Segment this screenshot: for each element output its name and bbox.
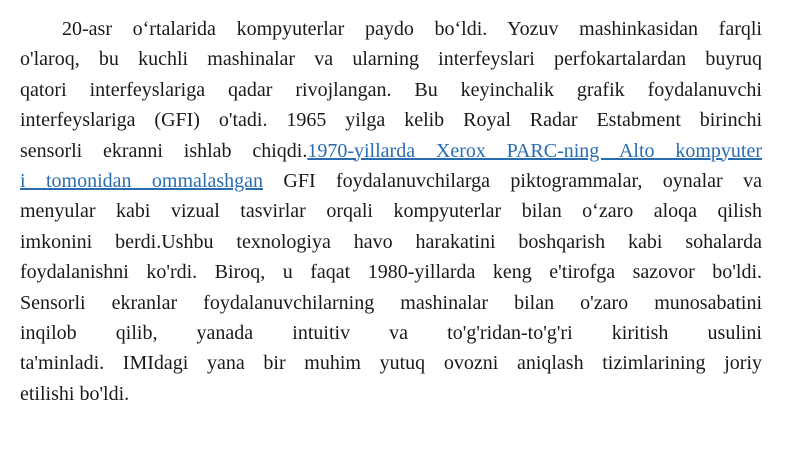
paragraph-line-last: etilishi bo'ldi. bbox=[20, 382, 130, 405]
reference-link-continuation[interactable]: i tomonidan ommalashgan bbox=[20, 169, 263, 192]
document-body bbox=[20, 14, 762, 409]
paragraph-text: sensorli ekranni ishlab chiqdi. bbox=[20, 139, 308, 162]
paragraph-line-with-link bbox=[20, 166, 762, 196]
paragraph-text: GFI foydalanuvchilarga piktogrammalar, oynalar va bbox=[262, 169, 762, 192]
paragraph-line: 20-asr oʻrtalarida kompyuterlar paydo boʻldi. Yozuv mashinkasidan farqli bbox=[62, 18, 762, 40]
paragraph-line: imkonini berdi.Ushbu texnologiya havo harakatini boshqarish kabi sohalarda bbox=[20, 230, 762, 253]
paragraph-line: o'laroq, bu kuchli mashinalar va ularning interfeyslari perfokartalardan buyruq bbox=[20, 48, 762, 71]
paragraph-line: inqilob qilib, yanada intuitiv va to'g'ridan-to'g'ri kiritish usulini bbox=[20, 321, 762, 344]
paragraph-line: ta'minladi. IMIdagi yana bir muhim yutuq ovozni aniqlash tizimlarining joriy bbox=[20, 352, 762, 375]
paragraph-line: interfeyslariga (GFI) o'tadi. 1965 yilga kelib Royal Radar Estabment birinchi bbox=[20, 109, 762, 132]
paragraph-line: menyular kabi vizual tasvirlar orqali kompyuterlar bilan oʻzaro aloqa qilish bbox=[20, 200, 762, 223]
paragraph-line-with-link bbox=[20, 136, 762, 166]
paragraph-line: foydalanishni ko'rdi. Biroq, u faqat 1980-yillarda keng e'tirofga sazovor bo'ldi. bbox=[20, 261, 762, 284]
paragraph-line: Sensorli ekranlar foydalanuvchilarning mashinalar bilan o'zaro munosabatini bbox=[20, 291, 762, 314]
reference-link[interactable]: 1970-yillarda Xerox PARC-ning Alto kompyuter bbox=[307, 139, 762, 162]
paragraph-line: qatori interfeyslariga qadar rivojlangan. Bu keyinchalik grafik foydalanuvchi bbox=[20, 78, 762, 101]
